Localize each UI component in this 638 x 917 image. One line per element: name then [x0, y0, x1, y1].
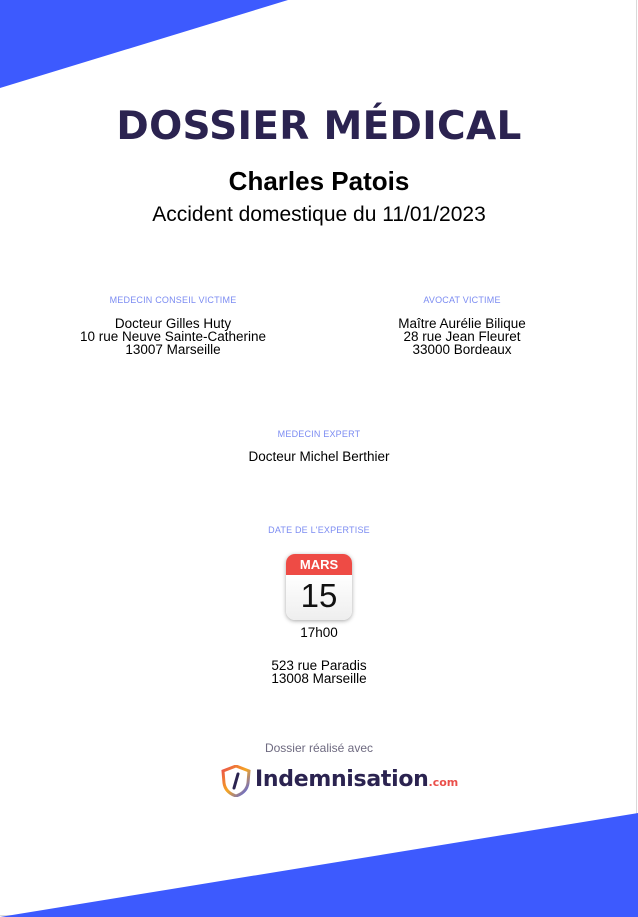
brand-name: Indemnisation — [255, 767, 429, 792]
expertise-address-line: 523 rue Paradis — [271, 658, 367, 673]
calendar-month: MARS — [286, 554, 352, 575]
avocat-line: Maître Aurélie Bilique — [398, 316, 526, 331]
medecin-conseil-line: Docteur Gilles Huty — [114, 316, 232, 331]
medecin-conseil-line: 10 rue Neuve Sainte-Catherine — [79, 329, 267, 344]
indemnisation-logo — [221, 763, 459, 799]
accident-subtitle: Accident domestique du 11/01/2023 — [152, 203, 486, 226]
avocat-line: 33000 Bordeaux — [412, 342, 512, 357]
patient-name: Charles Patois — [228, 166, 410, 196]
avocat-label: AVOCAT VICTIME — [423, 295, 501, 305]
brand-tld: .com — [428, 776, 459, 789]
medecin-conseil-line: 13007 Marseille — [125, 342, 221, 357]
calendar-day: 15 — [286, 575, 352, 620]
avocat-block — [332, 295, 592, 356]
avocat-address — [332, 317, 592, 356]
medecin-conseil-address — [43, 317, 303, 356]
expertise-date-block — [0, 525, 638, 535]
expertise-address-line: 13008 Marseille — [271, 671, 367, 686]
brand-wordmark — [255, 767, 458, 792]
expert-block — [0, 429, 638, 463]
expertise-date-label: DATE DE L'EXPERTISE — [268, 525, 370, 535]
calendar-icon — [286, 554, 352, 620]
expertise-address — [0, 659, 638, 685]
shield-logo-icon — [221, 765, 251, 797]
made-with-text: Dossier réalisé avec — [264, 741, 374, 755]
avocat-line: 28 rue Jean Fleuret — [403, 329, 521, 344]
expert-name: Docteur Michel Berthier — [248, 449, 390, 464]
document-title: DOSSIER MÉDICAL — [116, 104, 522, 149]
medecin-conseil-block — [43, 295, 303, 356]
expert-label: MEDECIN EXPERT — [277, 429, 361, 439]
expertise-time: 17h00 — [300, 625, 338, 640]
medecin-conseil-label: MEDECIN CONSEIL VICTIME — [109, 295, 237, 305]
